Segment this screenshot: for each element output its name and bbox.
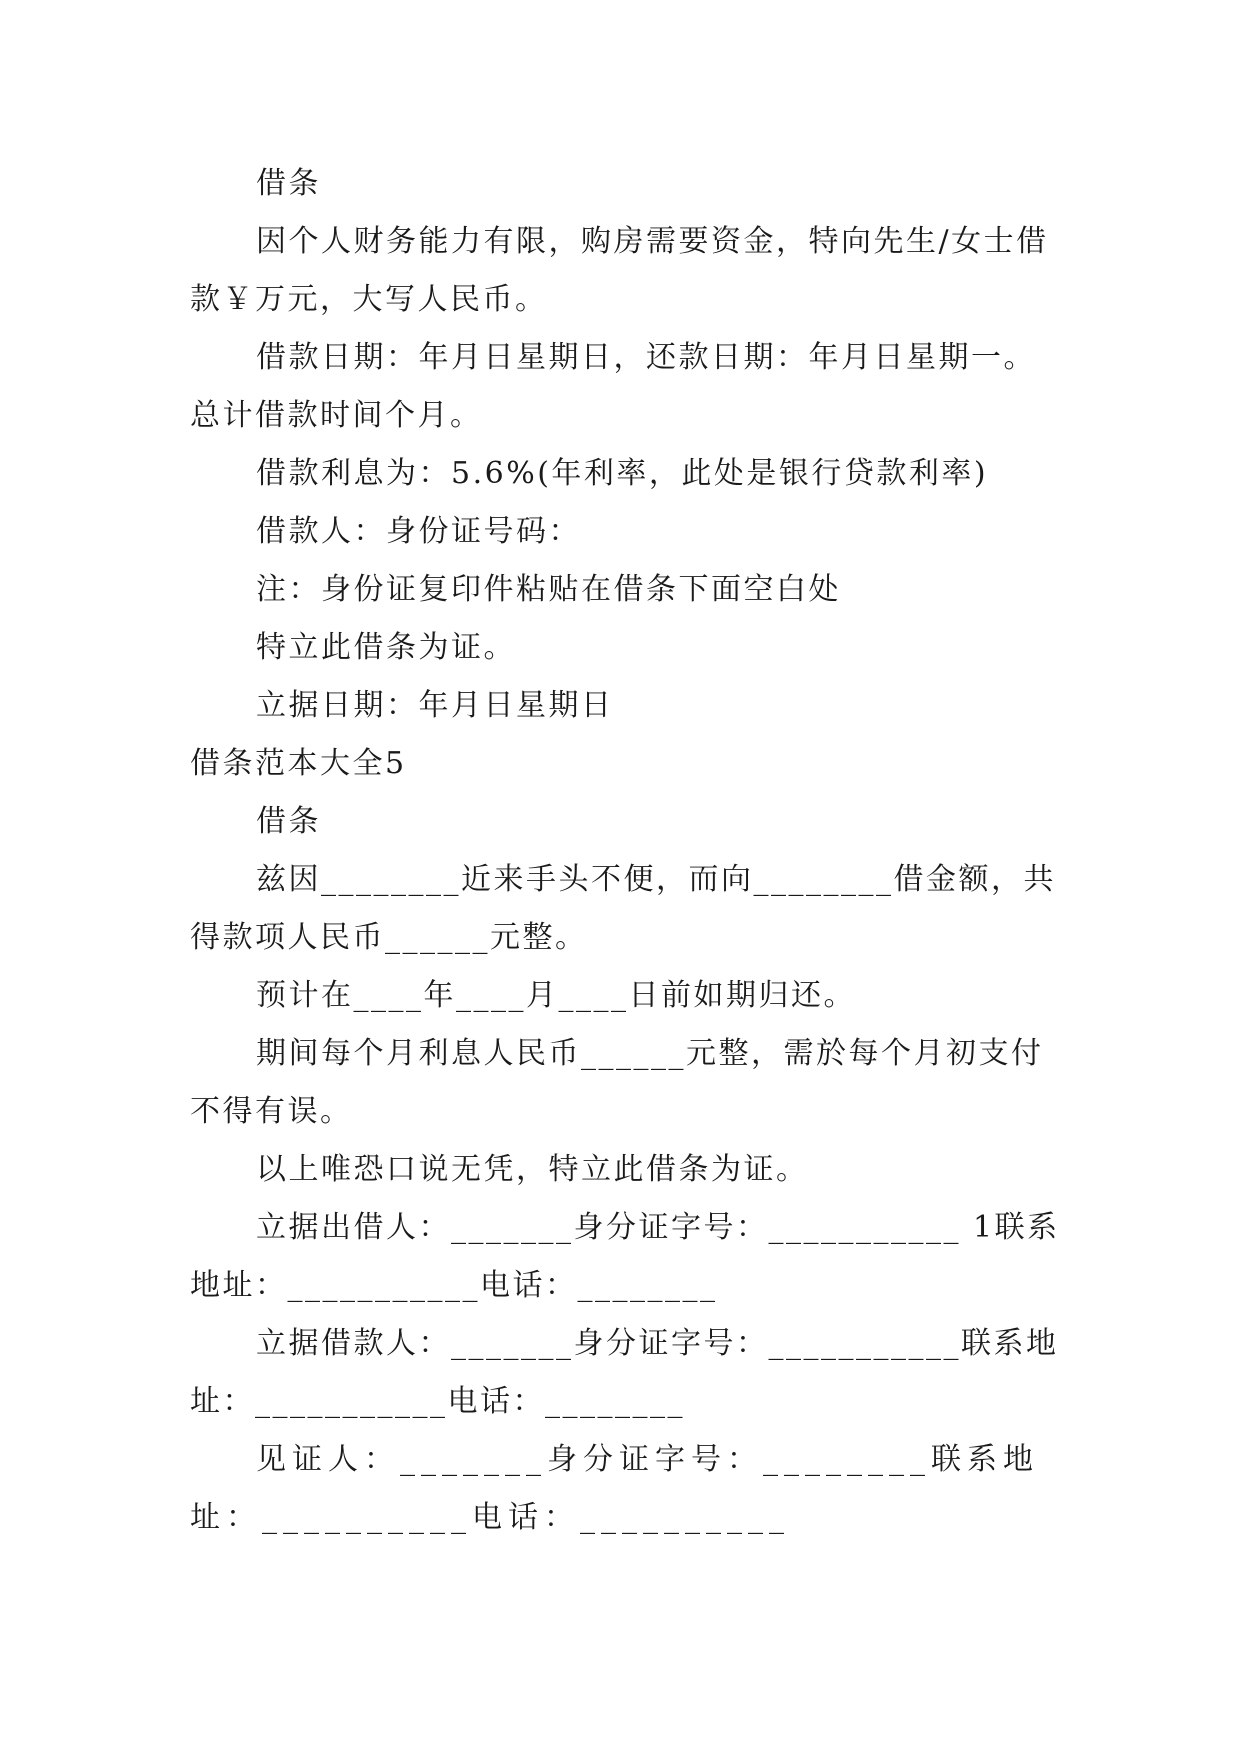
- paragraph-borrower-info: 立据借款人：_______身分证字号：___________联系地址：___________电话：________: [190, 1326, 1059, 1419]
- paragraph-interest: 借款利息为：5.6%(年利率，此处是银行贷款利率): [256, 456, 989, 491]
- paragraph-borrower: 借款人：身份证号码：: [256, 514, 581, 549]
- section-heading: 借条范本大全5: [190, 746, 407, 781]
- paragraph-repay-date: 预计在____年____月____日前如期归还。: [256, 978, 856, 1013]
- paragraph-certify: 特立此借条为证。: [256, 630, 516, 665]
- paragraph-title-1: 借条: [256, 166, 321, 201]
- paragraph-note: 注：身份证复印件粘贴在借条下面空白处: [256, 572, 841, 607]
- paragraph-loan-purpose: 因个人财务能力有限，购房需要资金，特向先生/女士借款￥万元，大写人民币。: [190, 224, 1049, 317]
- paragraph-loan-dates: 借款日期：年月日星期日，还款日期：年月日星期一。总计借款时间个月。: [190, 340, 1036, 433]
- paragraph-no-verbal: 以上唯恐口说无凭，特立此借条为证。: [256, 1152, 809, 1187]
- paragraph-loan-reason: 兹因________近来手头不便，而向________借金额，共得款项人民币______元整。: [190, 862, 1056, 955]
- paragraph-monthly-interest: 期间每个月利息人民币______元整，需於每个月初支付不得有误。: [190, 1036, 1044, 1129]
- document-body: [190, 155, 1060, 1547]
- paragraph-lender-info: 立据出借人：_______身分证字号：___________ 1联系地址：___________电话：________: [190, 1210, 1060, 1303]
- paragraph-witness-info: 见证人：_______身分证字号：________联系地址：__________电话：__________: [190, 1442, 1039, 1535]
- paragraph-title-2: 借条: [256, 804, 321, 839]
- paragraph-issue-date: 立据日期：年月日星期日: [256, 688, 614, 723]
